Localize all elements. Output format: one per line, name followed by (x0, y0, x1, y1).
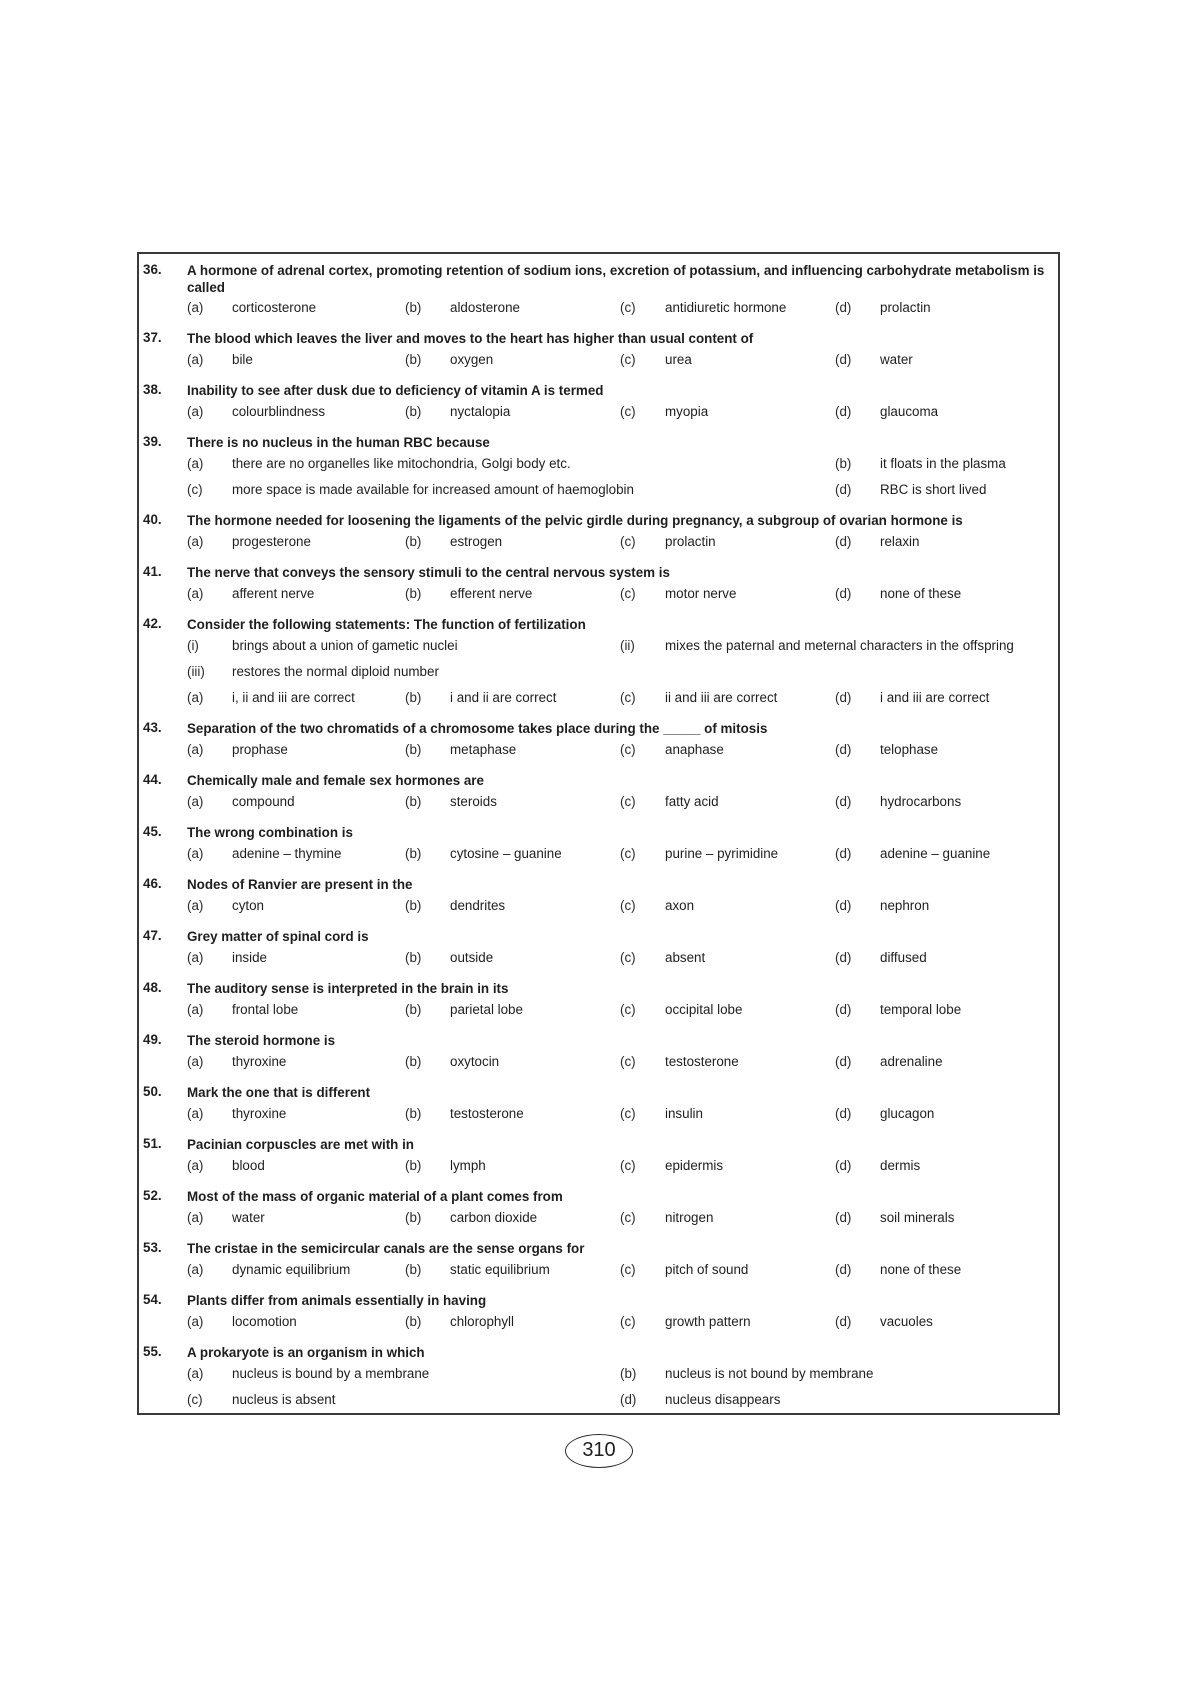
option-label: (a) (187, 1158, 204, 1173)
option-text: vacuoles (880, 1314, 933, 1329)
option-text: prolactin (880, 300, 931, 315)
option-label: (b) (405, 1106, 422, 1121)
question-item (139, 254, 1058, 322)
option-text: RBC is short lived (880, 482, 987, 497)
question-number: 45. (143, 824, 162, 839)
question-header (139, 504, 1058, 530)
option-text: none of these (880, 586, 962, 601)
option-text: fatty acid (665, 794, 719, 809)
question-text: The cristae in the semicircular canals are the sense organs for (187, 1241, 585, 1256)
option-row (139, 894, 1058, 920)
option-text: absent (665, 950, 706, 965)
option-text: nyctalopia (450, 404, 511, 419)
option-text: glucagon (880, 1106, 935, 1121)
option-label: (c) (620, 1262, 636, 1277)
option-text: prophase (232, 742, 288, 757)
option-label: (c) (620, 950, 636, 965)
question-header (139, 1076, 1058, 1102)
question-list (139, 254, 1058, 1414)
option-label: (c) (620, 742, 636, 757)
option-text: relaxin (880, 534, 920, 549)
option-text: nephron (880, 898, 930, 913)
question-header (139, 868, 1058, 894)
option-text: dermis (880, 1158, 921, 1173)
option-label: (d) (835, 950, 852, 965)
option-text: i and ii are correct (450, 690, 557, 705)
question-text: The hormone needed for loosening the ligaments of the pelvic girdle during pregnancy, a subgroup of ovarian hormone is (187, 513, 963, 528)
option-label: (d) (835, 1002, 852, 1017)
option-text: frontal lobe (232, 1002, 299, 1017)
option-text: none of these (880, 1262, 962, 1277)
option-label: (b) (620, 1366, 637, 1381)
option-label: (d) (835, 534, 852, 549)
option-row (139, 530, 1058, 556)
question-header (139, 322, 1058, 348)
option-text: dynamic equilibrium (232, 1262, 351, 1277)
question-number: 44. (143, 772, 162, 787)
option-label: (c) (620, 586, 636, 601)
option-text: steroids (450, 794, 497, 809)
option-label: (c) (620, 1210, 636, 1225)
question-text: Mark the one that is different (187, 1085, 371, 1100)
option-text: adenine – thymine (232, 846, 342, 861)
option-row (139, 348, 1058, 374)
option-label: (b) (405, 1210, 422, 1225)
option-text: efferent nerve (450, 586, 533, 601)
option-text: adrenaline (880, 1054, 943, 1069)
option-label: (c) (187, 1392, 203, 1407)
option-label: (a) (187, 1366, 204, 1381)
option-label: (b) (405, 404, 422, 419)
question-header (139, 254, 1058, 296)
question-text: Inability to see after dusk due to deficiency of vitamin A is termed (187, 383, 604, 398)
option-label: (a) (187, 534, 204, 549)
option-label: (a) (187, 1210, 204, 1225)
option-text: epidermis (665, 1158, 724, 1173)
option-text: mixes the paternal and meternal characters in the offspring (665, 638, 1014, 653)
option-label: (c) (620, 898, 636, 913)
question-number: 38. (143, 382, 162, 397)
option-label: (a) (187, 690, 204, 705)
option-label: (b) (405, 1054, 422, 1069)
question-header (139, 1128, 1058, 1154)
option-label: (c) (620, 300, 636, 315)
page-number-oval (565, 1434, 633, 1468)
question-text: The wrong combination is (187, 825, 353, 840)
question-text: A hormone of adrenal cortex, promoting retention of sodium ions, excretion of potassium, and influencing carbohydrate metabolism is called (187, 263, 1045, 295)
question-number: 47. (143, 928, 162, 943)
option-text: blood (232, 1158, 265, 1173)
option-label: (c) (620, 352, 636, 367)
option-row (139, 1050, 1058, 1076)
option-text: colourblindness (232, 404, 326, 419)
option-row (139, 1258, 1058, 1284)
question-text: Most of the mass of organic material of a plant comes from (187, 1189, 563, 1204)
option-text: corticosterone (232, 300, 317, 315)
option-label: (b) (405, 950, 422, 965)
question-item (139, 1232, 1058, 1284)
question-item (139, 920, 1058, 972)
option-label: (c) (187, 482, 203, 497)
question-item (139, 972, 1058, 1024)
option-text: progesterone (232, 534, 311, 549)
option-row (139, 634, 1058, 660)
option-label: (c) (620, 846, 636, 861)
option-text: temporal lobe (880, 1002, 962, 1017)
option-label: (a) (187, 742, 204, 757)
option-text: i, ii and iii are correct (232, 690, 355, 705)
option-text: adenine – guanine (880, 846, 991, 861)
question-text: Nodes of Ranvier are present in the (187, 877, 413, 892)
option-label: (b) (405, 898, 422, 913)
option-text: parietal lobe (450, 1002, 523, 1017)
question-text: Grey matter of spinal cord is (187, 929, 369, 944)
option-text: diffused (880, 950, 927, 965)
option-row (139, 842, 1058, 868)
option-label: (a) (187, 1262, 204, 1277)
option-row (139, 1206, 1058, 1232)
option-row (139, 452, 1058, 478)
option-text: nitrogen (665, 1210, 714, 1225)
question-text: Chemically male and female sex hormones are (187, 773, 484, 788)
question-item (139, 712, 1058, 764)
option-text: static equilibrium (450, 1262, 550, 1277)
option-text: hydrocarbons (880, 794, 962, 809)
question-text: Plants differ from animals essentially in having (187, 1293, 487, 1308)
option-text: restores the normal diploid number (232, 664, 439, 679)
question-number: 39. (143, 434, 162, 449)
option-row (139, 1310, 1058, 1336)
option-text: ii and iii are correct (665, 690, 778, 705)
option-text: chlorophyll (450, 1314, 515, 1329)
question-text: There is no nucleus in the human RBC because (187, 435, 490, 450)
option-row (139, 998, 1058, 1024)
option-label: (a) (187, 300, 204, 315)
question-header (139, 556, 1058, 582)
option-row (139, 478, 1058, 504)
option-label: (d) (835, 690, 852, 705)
question-number: 42. (143, 616, 162, 631)
question-number: 46. (143, 876, 162, 891)
option-label: (d) (835, 352, 852, 367)
question-text: Separation of the two chromatids of a chromosome takes place during the _____ of mitosis (187, 721, 768, 736)
option-row (139, 400, 1058, 426)
option-label: (a) (187, 1002, 204, 1017)
option-row (139, 1388, 1058, 1414)
option-label: (d) (835, 1210, 852, 1225)
question-item (139, 1076, 1058, 1128)
option-text: aldosterone (450, 300, 520, 315)
question-item (139, 1180, 1058, 1232)
option-label: (d) (835, 1158, 852, 1173)
option-text: axon (665, 898, 695, 913)
question-header (139, 1024, 1058, 1050)
page-number: 310 (582, 1439, 616, 1461)
option-label: (a) (187, 1054, 204, 1069)
option-row (139, 296, 1058, 322)
question-number: 48. (143, 980, 162, 995)
option-row (139, 582, 1058, 608)
question-number: 55. (143, 1344, 162, 1359)
question-item (139, 816, 1058, 868)
question-number: 49. (143, 1032, 162, 1047)
question-header (139, 712, 1058, 738)
option-label: (b) (405, 1262, 422, 1277)
option-text: compound (232, 794, 295, 809)
option-label: (iii) (187, 664, 205, 679)
option-label: (a) (187, 404, 204, 419)
option-text: inside (232, 950, 267, 965)
option-label: (b) (405, 300, 422, 315)
option-label: (d) (835, 742, 852, 757)
question-item (139, 504, 1058, 556)
question-header (139, 1180, 1058, 1206)
question-item (139, 1128, 1058, 1180)
option-label: (b) (405, 352, 422, 367)
option-row (139, 946, 1058, 972)
question-header (139, 1232, 1058, 1258)
option-text: nucleus is bound by a membrane (232, 1366, 430, 1381)
option-text: soil minerals (880, 1210, 955, 1225)
option-text: motor nerve (665, 586, 737, 601)
option-label: (a) (187, 456, 204, 471)
option-text: bile (232, 352, 253, 367)
option-text: metaphase (450, 742, 517, 757)
question-header (139, 920, 1058, 946)
question-item (139, 1284, 1058, 1336)
option-text: cyton (232, 898, 265, 913)
option-label: (c) (620, 1106, 636, 1121)
option-label: (d) (835, 300, 852, 315)
option-text: lymph (450, 1158, 486, 1173)
option-row (139, 738, 1058, 764)
question-item (139, 868, 1058, 920)
option-label: (d) (835, 1106, 852, 1121)
option-label: (c) (620, 794, 636, 809)
option-label: (c) (620, 404, 636, 419)
question-item (139, 1024, 1058, 1076)
question-text: The nerve that conveys the sensory stimuli to the central nervous system is (187, 565, 670, 580)
question-text: A prokaryote is an organism in which (187, 1345, 425, 1360)
option-label: (a) (187, 1314, 204, 1329)
option-text: afferent nerve (232, 586, 315, 601)
option-label: (d) (835, 846, 852, 861)
option-label: (b) (405, 1002, 422, 1017)
option-row (139, 686, 1058, 712)
option-label: (d) (835, 898, 852, 913)
option-row (139, 790, 1058, 816)
option-label: (d) (835, 1054, 852, 1069)
option-text: insulin (665, 1106, 703, 1121)
question-frame (137, 252, 1060, 1415)
option-text: anaphase (665, 742, 724, 757)
question-item (139, 764, 1058, 816)
question-header (139, 608, 1058, 634)
option-text: it floats in the plasma (880, 456, 1006, 471)
question-header (139, 764, 1058, 790)
option-row (139, 1362, 1058, 1388)
option-label: (c) (620, 1002, 636, 1017)
option-text: oxytocin (450, 1054, 500, 1069)
question-header (139, 1284, 1058, 1310)
option-label: (a) (187, 794, 204, 809)
question-number: 54. (143, 1292, 162, 1307)
option-text: thyroxine (232, 1106, 287, 1121)
question-header (139, 972, 1058, 998)
option-label: (a) (187, 846, 204, 861)
question-number: 51. (143, 1136, 162, 1151)
option-label: (d) (835, 1314, 852, 1329)
question-item (139, 322, 1058, 374)
question-header (139, 426, 1058, 452)
option-row (139, 660, 1058, 686)
option-text: nucleus is not bound by membrane (665, 1366, 874, 1381)
option-row (139, 1102, 1058, 1128)
option-label: (a) (187, 950, 204, 965)
option-label: (b) (405, 586, 422, 601)
question-text: Consider the following statements: The function of fertilization (187, 617, 586, 632)
option-text: water (232, 1210, 265, 1225)
question-header (139, 1336, 1058, 1362)
option-label: (d) (620, 1392, 637, 1407)
option-row (139, 1154, 1058, 1180)
option-text: growth pattern (665, 1314, 751, 1329)
option-label: (d) (835, 482, 852, 497)
option-label: (a) (187, 1106, 204, 1121)
option-text: nucleus disappears (665, 1392, 781, 1407)
option-text: outside (450, 950, 494, 965)
option-label: (c) (620, 534, 636, 549)
option-text: myopia (665, 404, 709, 419)
option-label: (d) (835, 404, 852, 419)
option-text: more space is made available for increased amount of haemoglobin (232, 482, 634, 497)
option-text: testosterone (665, 1054, 739, 1069)
option-text: there are no organelles like mitochondria, Golgi body etc. (232, 456, 571, 471)
option-text: locomotion (232, 1314, 297, 1329)
option-text: i and iii are correct (880, 690, 990, 705)
option-label: (d) (835, 1262, 852, 1277)
option-label: (b) (405, 1314, 422, 1329)
option-label: (b) (835, 456, 852, 471)
question-item (139, 608, 1058, 712)
question-text: The auditory sense is interpreted in the brain in its (187, 981, 509, 996)
question-number: 43. (143, 720, 162, 735)
question-header (139, 816, 1058, 842)
option-text: purine – pyrimidine (665, 846, 779, 861)
option-label: (c) (620, 1314, 636, 1329)
option-text: nucleus is absent (232, 1392, 336, 1407)
option-text: brings about a union of gametic nuclei (232, 638, 458, 653)
question-number: 37. (143, 330, 162, 345)
option-label: (c) (620, 1158, 636, 1173)
option-text: antidiuretic hormone (665, 300, 787, 315)
question-number: 52. (143, 1188, 162, 1203)
option-text: dendrites (450, 898, 506, 913)
question-number: 40. (143, 512, 162, 527)
option-label: (b) (405, 846, 422, 861)
option-text: urea (665, 352, 692, 367)
option-label: (c) (620, 690, 636, 705)
question-number: 36. (143, 262, 162, 277)
option-label: (b) (405, 742, 422, 757)
question-number: 53. (143, 1240, 162, 1255)
option-label: (b) (405, 1158, 422, 1173)
question-text: The blood which leaves the liver and moves to the heart has higher than usual content of (187, 331, 754, 346)
question-text: The steroid hormone is (187, 1033, 336, 1048)
question-header (139, 374, 1058, 400)
question-item (139, 374, 1058, 426)
option-text: telophase (880, 742, 939, 757)
question-text: Pacinian corpuscles are met with in (187, 1137, 414, 1152)
option-text: estrogen (450, 534, 503, 549)
option-text: carbon dioxide (450, 1210, 538, 1225)
option-text: thyroxine (232, 1054, 287, 1069)
option-label: (ii) (620, 638, 635, 653)
question-item (139, 426, 1058, 504)
option-text: cytosine – guanine (450, 846, 562, 861)
option-label: (d) (835, 586, 852, 601)
option-label: (b) (405, 534, 422, 549)
option-text: glaucoma (880, 404, 939, 419)
option-label: (b) (405, 794, 422, 809)
option-label: (a) (187, 898, 204, 913)
question-item (139, 556, 1058, 608)
option-text: prolactin (665, 534, 716, 549)
option-label: (a) (187, 586, 204, 601)
option-label: (b) (405, 690, 422, 705)
question-number: 50. (143, 1084, 162, 1099)
question-number: 41. (143, 564, 162, 579)
option-label: (i) (187, 638, 199, 653)
question-item (139, 1336, 1058, 1414)
option-label: (d) (835, 794, 852, 809)
option-label: (c) (620, 1054, 636, 1069)
option-text: occipital lobe (665, 1002, 743, 1017)
option-label: (a) (187, 352, 204, 367)
option-text: pitch of sound (665, 1262, 749, 1277)
option-text: water (880, 352, 913, 367)
option-text: oxygen (450, 352, 494, 367)
option-text: testosterone (450, 1106, 524, 1121)
